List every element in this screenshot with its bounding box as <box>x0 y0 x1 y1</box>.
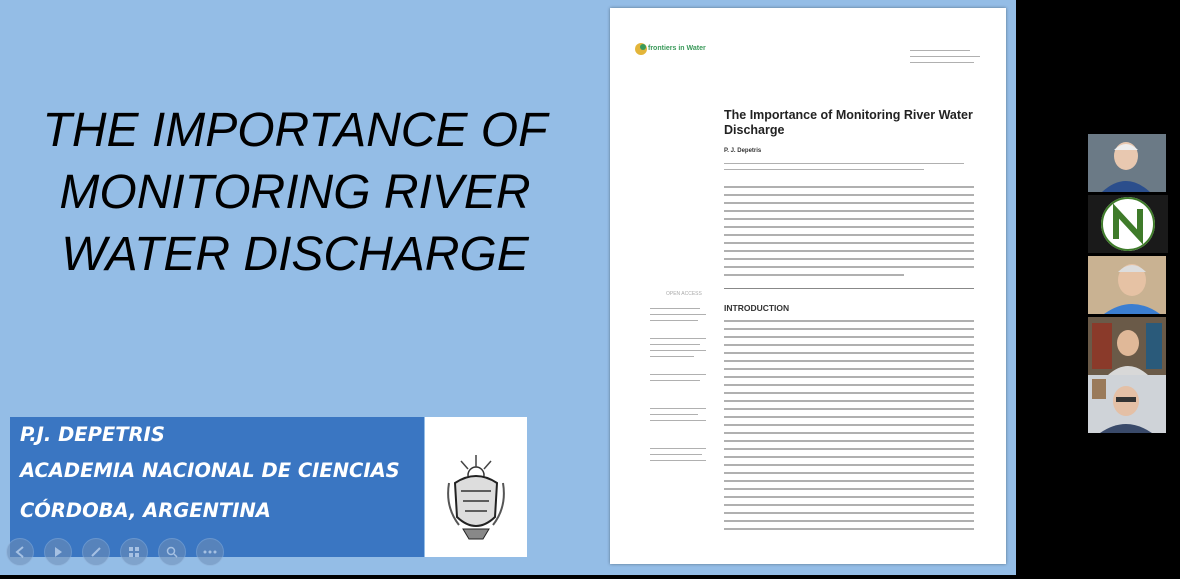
participant-video-3[interactable] <box>1088 317 1166 375</box>
paper-screenshot <box>610 8 1006 564</box>
academy-logo-icon <box>1088 195 1168 253</box>
person-avatar-icon <box>1088 134 1166 192</box>
journal-name: frontiers in Water <box>648 45 706 52</box>
arrow-left-icon <box>14 546 26 558</box>
all-slides-button[interactable] <box>120 538 148 566</box>
academy-seal <box>425 417 527 557</box>
more-icon <box>203 549 217 555</box>
participant-video-1[interactable] <box>1088 134 1166 192</box>
next-slide-button[interactable] <box>44 538 72 566</box>
more-options-button[interactable] <box>196 538 224 566</box>
person-avatar-icon <box>1088 317 1166 375</box>
grid-icon <box>128 546 140 558</box>
zoom-button[interactable] <box>158 538 186 566</box>
paper-title: The Importance of Monitoring River Water Discharge <box>724 108 973 137</box>
paper-author: P. J. Depetris <box>724 148 762 154</box>
person-avatar-icon <box>1088 375 1166 433</box>
open-access-label: OPEN ACCESS <box>666 291 702 297</box>
previous-slide-button[interactable] <box>6 538 34 566</box>
author-info-box <box>10 417 424 557</box>
author-institution: ACADEMIA NACIONAL DE CIENCIAS <box>20 459 400 482</box>
pen-icon <box>90 546 102 558</box>
participant-video-4[interactable] <box>1088 375 1166 433</box>
journal-logo-icon <box>634 42 648 56</box>
search-icon <box>166 546 178 558</box>
author-location: CÓRDOBA, ARGENTINA <box>20 499 271 522</box>
intro-heading: INTRODUCTION <box>724 303 790 313</box>
person-avatar-icon <box>1088 256 1166 314</box>
play-icon <box>52 546 64 558</box>
author-name: P.J. DEPETRIS <box>20 423 165 446</box>
slide-toolbar <box>6 538 224 566</box>
participant-logo-tile[interactable] <box>1088 195 1168 253</box>
participant-video-2[interactable] <box>1088 256 1166 314</box>
seal-icon <box>425 417 527 557</box>
slide-title: THE IMPORTANCE OF MONITORING RIVER WATER DISCHARGE <box>42 104 548 281</box>
pen-tool-button[interactable] <box>82 538 110 566</box>
